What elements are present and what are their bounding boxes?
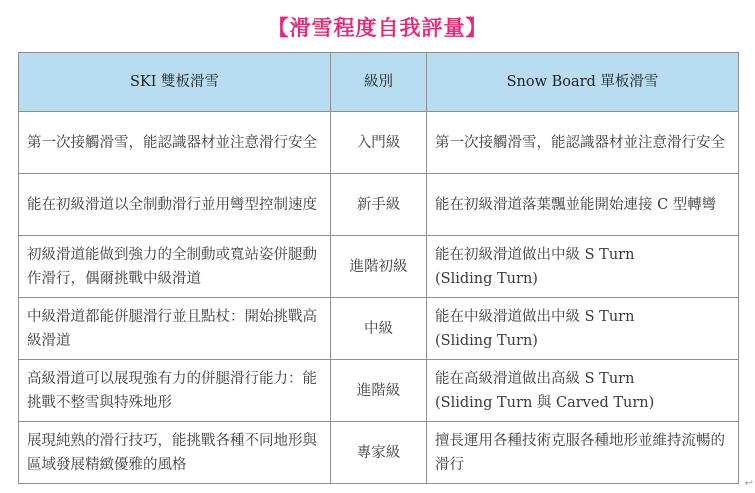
snowboard-description xyxy=(427,236,739,298)
header-ski: SKI 雙板滑雪 xyxy=(19,53,331,112)
ski-description: 第一次接觸滑雪，能認識器材並注意滑行安全 xyxy=(19,112,331,174)
snowboard-line: (Sliding Turn 與 Carved Turn) xyxy=(435,394,655,411)
ski-description: 初級滑道能做到強力的全制動或寬站姿併腿動作滑行，偶爾挑戰中級滑道 xyxy=(19,236,331,298)
header-snowboard: Snow Board 單板滑雪 xyxy=(427,53,739,112)
level-label: 進階級 xyxy=(331,360,427,422)
table-row xyxy=(19,112,739,174)
level-label: 入門級 xyxy=(331,112,427,174)
ski-description: 展現純熟的滑行技巧，能挑戰各種不同地形與區域發展精緻優雅的風格 xyxy=(19,422,331,484)
table-header-row xyxy=(19,53,739,112)
level-label: 新手級 xyxy=(331,174,427,236)
ski-description: 高級滑道可以展現強有力的併腿滑行能力：能挑戰不整雪與特殊地形 xyxy=(19,360,331,422)
snowboard-line: 能在中級滑道做出中級 S Turn xyxy=(435,308,635,325)
snowboard-line: 能在高級滑道做出高級 S Turn xyxy=(435,370,635,387)
snowboard-line: 能在初級滑道做出中級 S Turn xyxy=(435,246,635,263)
level-label: 專家級 xyxy=(331,422,427,484)
table-row xyxy=(19,174,739,236)
snowboard-description xyxy=(427,360,739,422)
ski-level-table xyxy=(18,52,739,484)
snowboard-line: (Sliding Turn) xyxy=(435,270,538,287)
ski-description: 中級滑道都能併腿滑行並且點杖：開始挑戰高級滑道 xyxy=(19,298,331,360)
level-label: 進階初級 xyxy=(331,236,427,298)
table-row xyxy=(19,236,739,298)
table-row xyxy=(19,422,739,484)
snowboard-line: (Sliding Turn) xyxy=(435,332,538,349)
ski-description: 能在初級滑道以全制動滑行並用彎型控制速度 xyxy=(19,174,331,236)
table-row xyxy=(19,360,739,422)
snowboard-description: 能在初級滑道落葉飄並能開始連接 C 型轉彎 xyxy=(427,174,739,236)
level-label: 中級 xyxy=(331,298,427,360)
return-arrow-icon: ↩ xyxy=(744,478,753,489)
snowboard-description: 第一次接觸滑雪，能認識器材並注意滑行安全 xyxy=(427,112,739,174)
snowboard-description xyxy=(427,298,739,360)
table-row xyxy=(19,298,739,360)
header-level: 級別 xyxy=(331,53,427,112)
snowboard-description: 擅長運用各種技術克服各種地形並維持流暢的滑行 xyxy=(427,422,739,484)
page-title: 【滑雪程度自我評量】 xyxy=(267,16,488,40)
